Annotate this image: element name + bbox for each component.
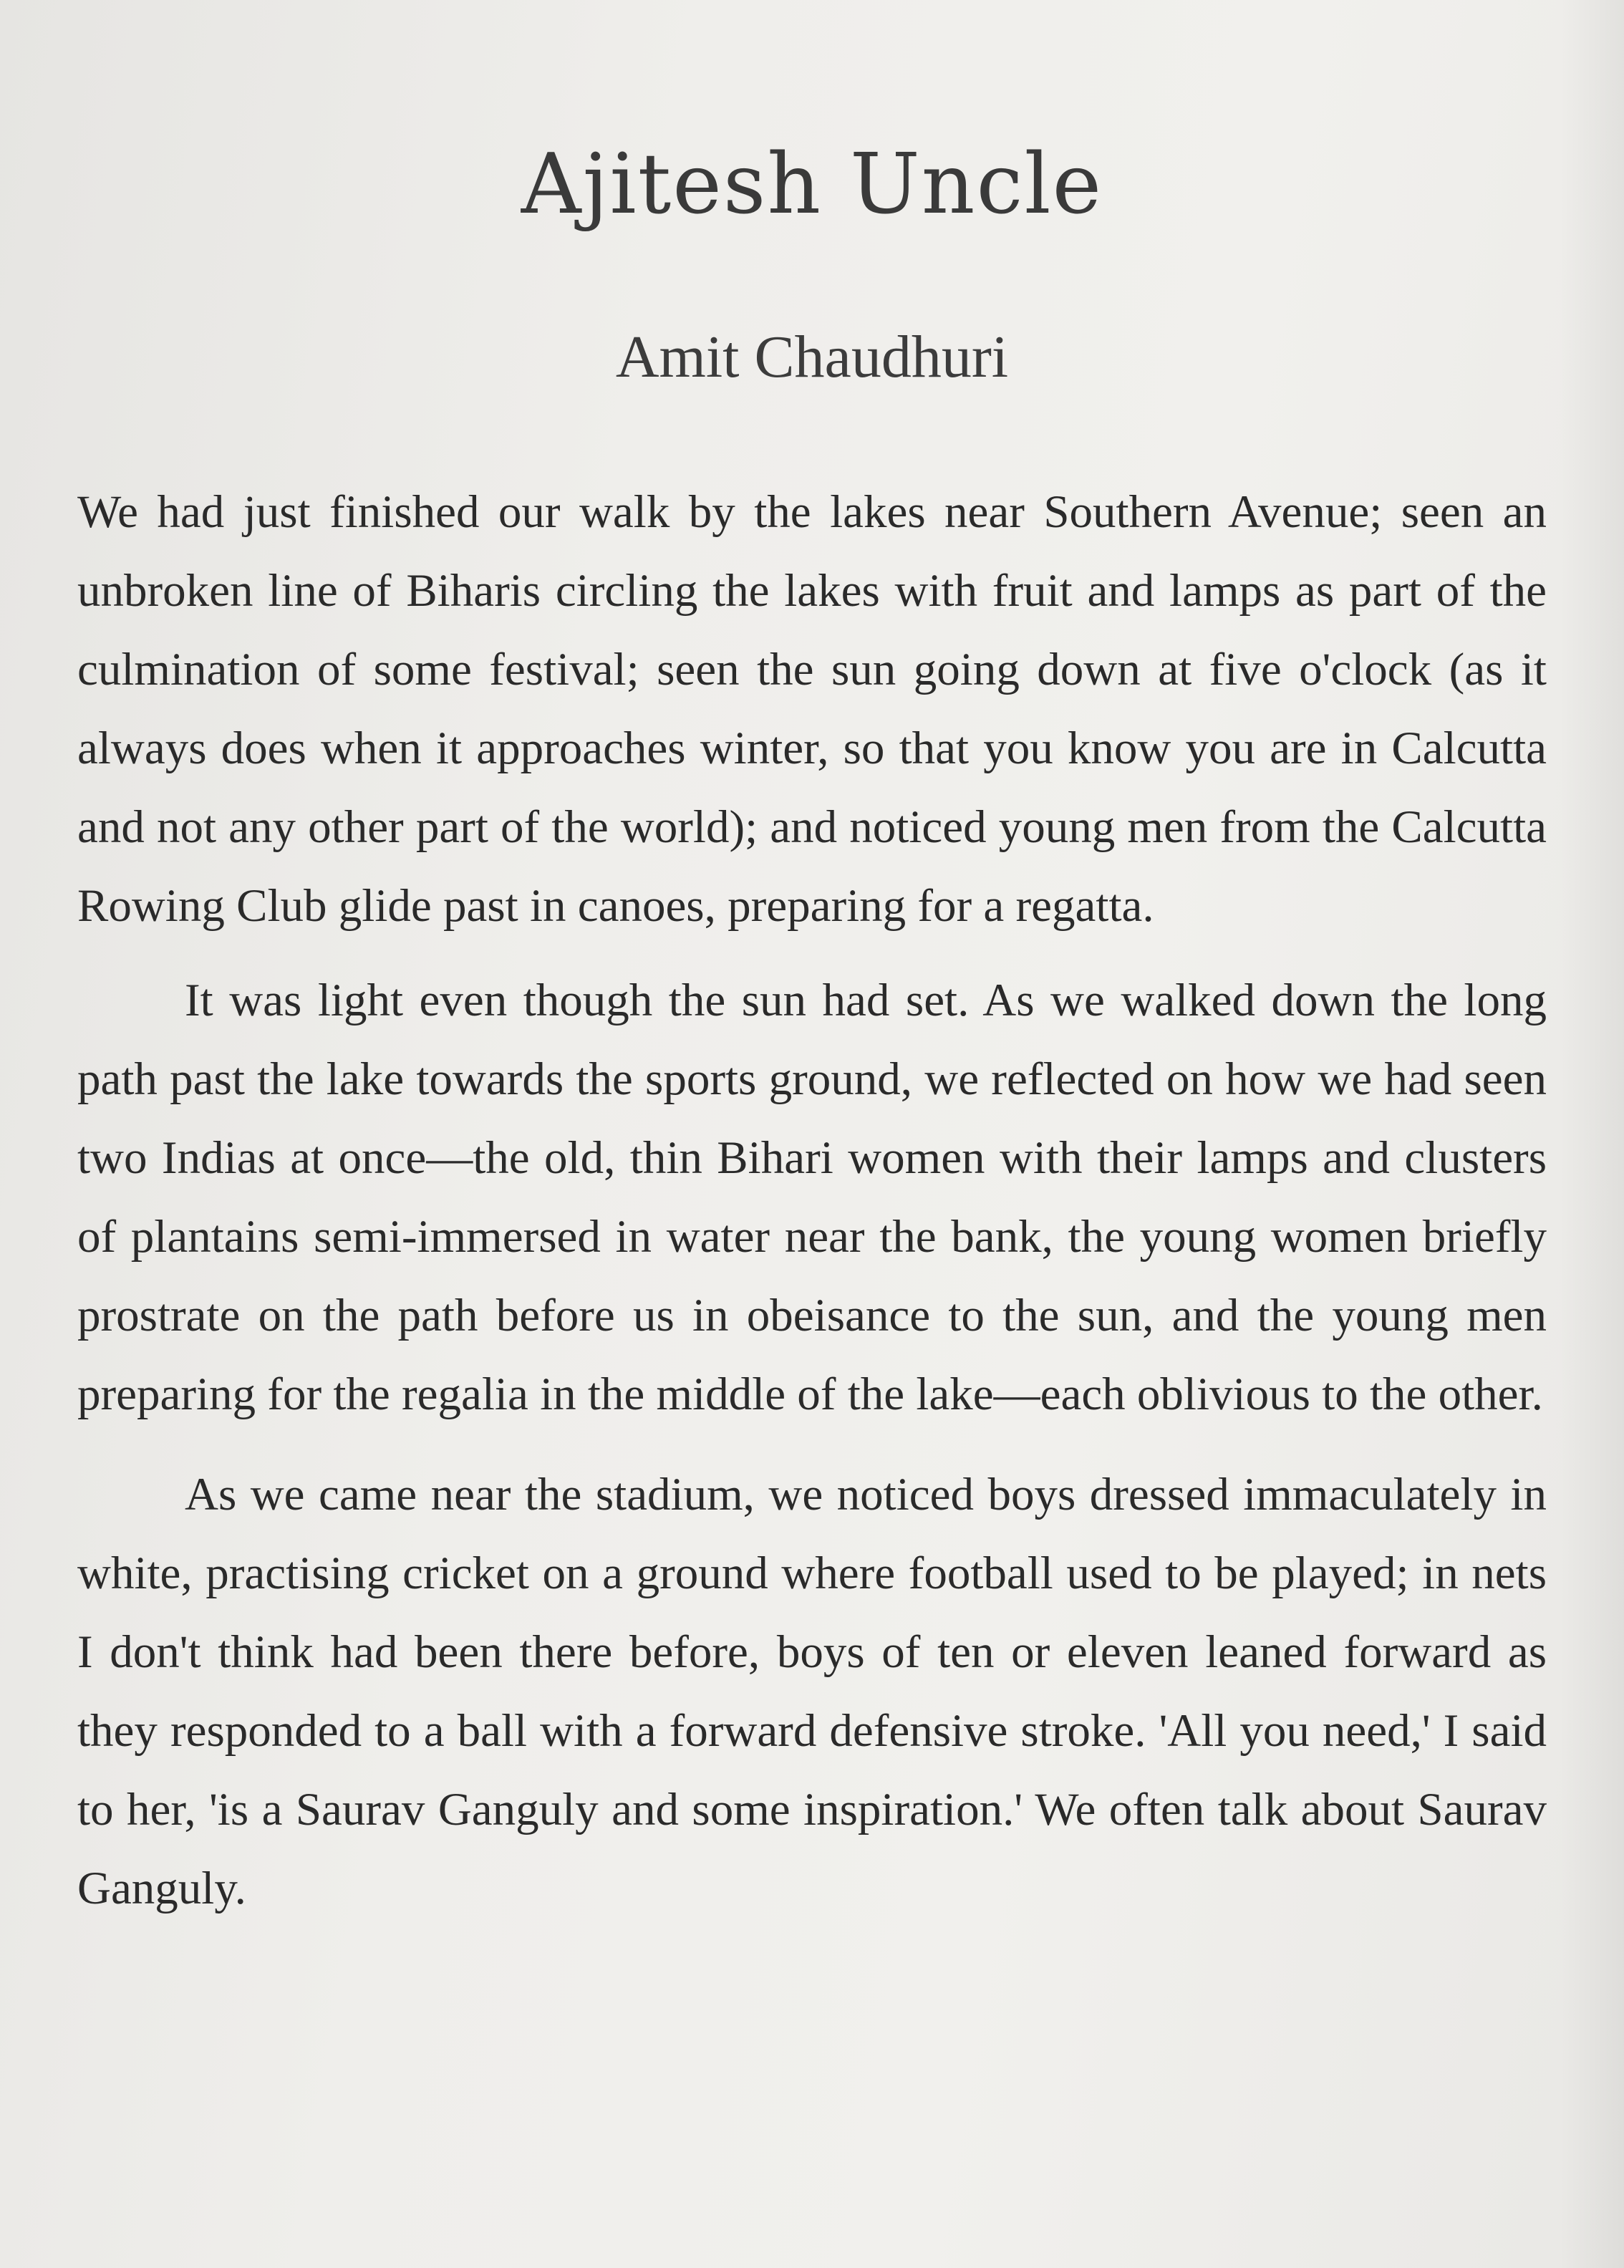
paragraph-3: As we came near the stadium, we noticed boys dressed immaculately in white, practising cricket on a ground where football used to be played; in nets I don't think had been there before, boys of ten or eleven leaned forward as they responded to a ball with a forward defensive stroke. 'All you need,' I said to her, 'is a Saurav Ganguly and some inspiration.' We often talk about Saurav Ganguly.: [77, 1469, 1547, 1914]
paragraph-2: It was light even though the sun had set. As we walked down the long path past the lake towards the sports ground, we reflected on how we had seen two Indias at once—the old, thin Bihari women with their lamps and clusters of plantains semi-immersed in water near the bank, the young women briefly prostrate on the path before us in obeisance to the sun, and the young men preparing for the regalia in the middle of the lake—each oblivious to the other.: [77, 975, 1547, 1420]
story-body: [77, 473, 1547, 1928]
story-title: Ajitesh Uncle: [521, 136, 1103, 233]
paragraph-1: We had just finished our walk by the lakes near Southern Avenue; seen an unbroken line of Biharis circling the lakes with fruit and lamps as part of the culmination of some festival; seen the sun going down at five o'clock (as it always does when it approaches winter, so that you know you are in Calcutta and not any other part of the world); and noticed young men from the Calcutta Rowing Club glide past in canoes, preparing for a regatta.: [77, 486, 1547, 932]
story-author: Amit Chaudhuri: [615, 324, 1009, 390]
